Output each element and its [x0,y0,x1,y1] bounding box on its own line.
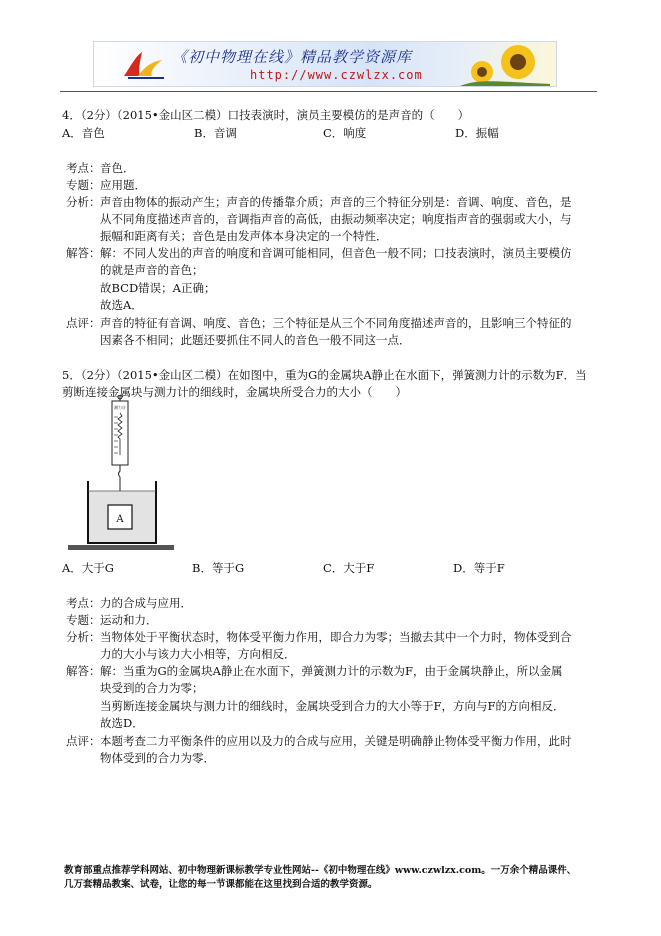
banner-url[interactable]: http://www.czwlzx.com [250,68,423,82]
q5-stem-line: 5．（2分）（2015•金山区二模）在如图中，重为G的金属块A静止在水面下，弹簧测力计的示数为F．当 [62,368,587,382]
page-footer [64,864,576,892]
q4-kaodian-label: 考点： [66,161,101,175]
q5-option-c[interactable]: C．大于F [323,561,375,575]
q5-jieda-line: 解：当重为G的金属块A静止在水面下，弹簧测力计的示数为F，由于金属块静止，所以金属 [100,664,563,678]
footer-line: 几万套精品教案、试卷，让您的每一节课都能在这里找到合适的教学资源。 [64,879,378,890]
q5-option-a[interactable]: A．大于G [62,561,114,575]
q5-jieda-line: 故选D． [100,716,144,730]
q4-zhuanti-label: 专题： [66,178,101,192]
q4-stem: 4．（2分）（2015•金山区二模）口技表演时，演员主要模仿的是声音的（ ） [62,108,470,122]
q5-jieda-line: 当剪断连接金属块与测力计的细线时，金属块受到合力的大小等于F，方向与F的方向相反． [100,699,565,713]
q4-dianping-line: 声音的特征有音调、响度、音色；三个特征是从三个不同角度描述声音的，且影响三个特征的 [100,316,572,330]
sunflower-icon [460,42,550,86]
q4-option-d[interactable]: D．振幅 [455,126,499,140]
q5-option-d[interactable]: D．等于F [453,561,505,575]
q5-kaodian: 力的合成与应用． [100,596,192,610]
block-label: A [116,514,124,525]
q4-jieda-label: 解答： [66,246,101,260]
q4-fenxi-label: 分析： [66,195,101,209]
q5-stem-line: 剪断连接金属块与测力计的细线时，金属块所受合力的大小（ ） [62,385,407,399]
q4-dianping-line: 因素各不相同；此题还要抓住不同人的音色一般不同这一点． [100,333,411,347]
site-logo-icon [122,50,166,80]
q5-dianping-line: 本题考查二力平衡条件的应用以及力的合成与应用，关键是明确静止物体受平衡力作用，此时 [100,734,572,748]
q5-kaodian-label: 考点： [66,596,101,610]
q5-figure [66,395,176,555]
q4-fenxi-line: 从不同角度描述声音的，音调指声音的高低，由振动频率决定；响度指声音的强弱或大小，与 [100,212,572,226]
q4-kaodian: 音色． [100,161,135,175]
q5-zhuanti-label: 专题： [66,613,101,627]
footer-line: 教育部重点推荐学科网站、初中物理新课标教学专业性网站--《初中物理在线》www.czwlzx.com。一万余个精品课件、 [64,865,577,876]
q5-dianping-label: 点评： [66,734,101,748]
q4-zhuanti: 应用题． [100,178,146,192]
q5-jieda-label: 解答： [66,664,101,678]
q4-jieda-line: 解：不同人发出的声音的响度和音调可能相同，但音色一般不同；口技表演时，演员主要模仿 [100,246,572,260]
q5-jieda-line: 块受到的合力为零； [100,681,204,695]
q4-option-a[interactable]: A．音色 [62,126,105,140]
q5-fenxi-label: 分析： [66,630,101,644]
q4-fenxi-line: 声音由物体的振动产生；声音的传播靠介质；声音的三个特征分别是：音调、响度、音色，是 [100,195,572,209]
header-banner [93,41,557,87]
banner-title: 《初中物理在线》精品教学资源库 [172,48,413,66]
q4-fenxi-line: 振幅和距离有关；音色是由发声体本身决定的一个特性． [100,229,388,243]
q4-dianping-label: 点评： [66,316,101,330]
q5-dianping-line: 物体受到的合力为零． [100,751,215,765]
ground [68,545,174,550]
header-rule [60,91,597,92]
q5-fenxi-line: 当物体处于平衡状态时，物体受平衡力作用，即合力为零；当撤去其中一个力时，物体受到合 [100,630,572,644]
q4-option-c[interactable]: C．响度 [323,126,367,140]
meter-label: 测力计 [114,405,126,410]
q4-jieda-line: 故BCD错误；A正确； [100,281,216,295]
q4-option-b[interactable]: B．音调 [194,126,237,140]
q5-option-b[interactable]: B．等于G [192,561,245,575]
q5-fenxi-line: 力的大小与该力大小相等，方向相反． [100,647,296,661]
q4-jieda-line: 的就是声音的音色； [100,263,204,277]
q5-zhuanti: 运动和力． [100,613,158,627]
q4-jieda-line: 故选A． [100,298,143,312]
